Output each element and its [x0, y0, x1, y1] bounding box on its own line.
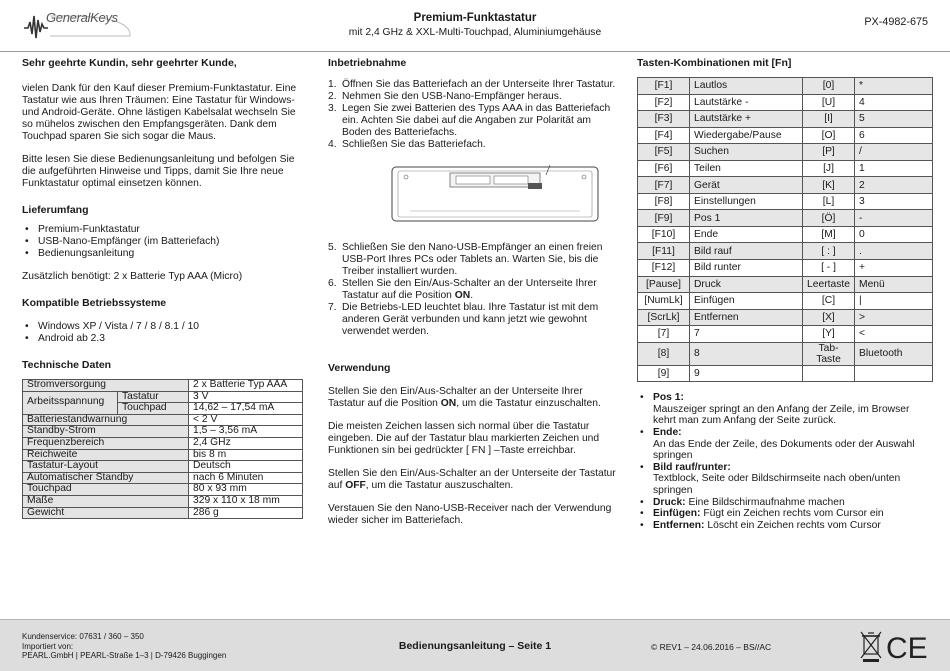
table-row [638, 309, 933, 326]
table-cell: 2,4 GHz [189, 437, 303, 449]
table-cell: 4 [855, 94, 933, 111]
table-cell: 0 [855, 226, 933, 243]
table-cell: 1 [855, 160, 933, 177]
table-row [638, 78, 933, 95]
table-cell: [8] [638, 342, 690, 365]
usage-heading: Verwendung [328, 362, 391, 374]
list-item: 2. Nehmen Sie den USB-Nano-Empfänger heraus. [328, 91, 562, 102]
table-cell: < [855, 326, 933, 343]
table-cell: Frequenzbereich [23, 437, 189, 449]
table-cell: [K] [803, 177, 855, 194]
table-row [638, 365, 933, 382]
table-cell: [ScrLk] [638, 309, 690, 326]
table-cell: [F4] [638, 127, 690, 144]
setup-steps [328, 79, 618, 151]
table-cell: [U] [803, 94, 855, 111]
table-cell: Stromversorgung [23, 380, 189, 392]
ce-mark-icon: CE [886, 632, 928, 664]
table-row [638, 94, 933, 111]
list-item: • Bild rauf/runter: Textblock, Seite oder Bildschirmseite nach oben/unten springen [637, 462, 933, 497]
table-row [23, 495, 303, 507]
table-cell: 14,62 – 17,54 mA [189, 403, 303, 415]
table-cell: Bild rauf [690, 243, 803, 260]
table-cell: 286 g [189, 507, 303, 519]
table-cell: [ - ] [803, 260, 855, 277]
list-item: • Premium-Funktastatur [22, 224, 308, 236]
fn-key-table-body [638, 78, 933, 382]
table-row [23, 414, 303, 426]
table-cell: Tastatur [118, 391, 189, 403]
list-item: 3. Legen Sie zwei Batterien des Typs AAA in das Batteriefach ein. Achten Sie dabei auf die Angaben zur Polarität am Boden des Batteriefachs. [328, 103, 611, 138]
table-cell: 7 [690, 326, 803, 343]
table-cell: [L] [803, 193, 855, 210]
greeting-heading: Sehr geehrte Kundin, sehr geehrter Kunde, [22, 57, 237, 69]
table-row [638, 226, 933, 243]
table-row [23, 449, 303, 461]
table-cell: Lautlos [690, 78, 803, 95]
table-row [638, 177, 933, 194]
table-cell: Bild runter [690, 260, 803, 277]
tech-table [22, 379, 303, 519]
table-cell: [F11] [638, 243, 690, 260]
table-row [638, 260, 933, 277]
table-cell: [ : ] [803, 243, 855, 260]
table-cell: [F12] [638, 260, 690, 277]
keyboard-underside-figure [390, 161, 600, 225]
table-row [23, 391, 303, 403]
table-cell: Wiedergabe/Pause [690, 127, 803, 144]
os-list [22, 321, 308, 345]
table-row [23, 426, 303, 438]
list-item: • Pos 1: Mauszeiger springt an den Anfang der Zeile, im Browser kehrt man zum Anfang der Seite zurück. [637, 392, 933, 427]
table-cell: [F8] [638, 193, 690, 210]
table-cell: [Ö] [803, 210, 855, 227]
table-cell: Teilen [690, 160, 803, 177]
table-cell: Tab-Taste [803, 342, 855, 365]
table-cell: < 2 V [189, 414, 303, 426]
table-cell: 2 x Batterie Typ AAA [189, 380, 303, 392]
table-cell: 3 V [189, 391, 303, 403]
fn-heading: Tasten-Kombinationen mit [Fn] [637, 57, 792, 69]
table-cell: Tastatur-Layout [23, 461, 189, 473]
article-number: PX-4982-675 [864, 16, 928, 28]
table-cell: Gerät [690, 177, 803, 194]
table-cell: [F7] [638, 177, 690, 194]
table-row [638, 160, 933, 177]
table-cell: 2 [855, 177, 933, 194]
page-header [0, 0, 950, 52]
table-row [638, 243, 933, 260]
table-row [638, 326, 933, 343]
table-cell: [F3] [638, 111, 690, 128]
table-row [638, 127, 933, 144]
table-cell: Arbeitsspannung [23, 391, 118, 414]
table-cell: [F5] [638, 144, 690, 161]
list-item: 5. Schließen Sie den Nano-USB-Empfänger an einen freien USB-Port Ihres PCs oder Tablets an. Warten Sie, bis die Treiber installiert wurden. [328, 242, 603, 277]
column-left [22, 57, 308, 519]
table-cell: [M] [803, 226, 855, 243]
table-cell: Lautstärke - [690, 94, 803, 111]
table-cell: Lautstärke + [690, 111, 803, 128]
table-cell [803, 365, 855, 382]
table-cell: Automatischer Standby [23, 472, 189, 484]
table-cell: Standby-Strom [23, 426, 189, 438]
page-number: Bedienungsanleitung – Seite 1 [398, 640, 552, 652]
setup-heading: Inbetriebnahme [328, 57, 407, 69]
table-cell: . [855, 243, 933, 260]
table-row [638, 210, 933, 227]
table-cell: [NumLk] [638, 293, 690, 310]
table-cell: [F10] [638, 226, 690, 243]
table-cell: nach 6 Minuten [189, 472, 303, 484]
table-cell: Gewicht [23, 507, 189, 519]
importer-label: Importiert von: [22, 641, 74, 651]
customer-service: Kundenservice: 07631 / 360 – 350 [22, 632, 144, 641]
table-cell: [Y] [803, 326, 855, 343]
table-cell: Maße [23, 495, 189, 507]
table-cell: Batteriestandwarnung [23, 414, 189, 426]
table-cell: Reichweite [23, 449, 189, 461]
table-cell: [O] [803, 127, 855, 144]
table-cell: [F2] [638, 94, 690, 111]
scope-heading: Lieferumfang [22, 204, 89, 216]
revision-info: © REV1 – 24.06.2016 – BS//AC [651, 642, 772, 652]
table-cell: / [855, 144, 933, 161]
list-item: • USB-Nano-Empfänger (im Batteriefach) [22, 236, 308, 248]
table-cell: [7] [638, 326, 690, 343]
importer-address: PEARL.GmbH | PEARL-Straße 1–3 | D-79426 Buggingen [22, 651, 227, 661]
page-footer [0, 619, 950, 671]
table-cell: Menü [855, 276, 933, 293]
table-cell: Suchen [690, 144, 803, 161]
table-row [638, 111, 933, 128]
usage-paragraph: Verstauen Sie den Nano-USB-Receiver nach der Verwendung wieder sicher im Batteriefach. [328, 503, 612, 526]
table-cell [855, 365, 933, 382]
table-cell: Deutsch [189, 461, 303, 473]
page-title: Premium-Funktastatur [413, 12, 537, 24]
table-row [23, 437, 303, 449]
table-cell: Entfernen [690, 309, 803, 326]
brand-name: GeneralKeys [46, 10, 118, 25]
crossed-out-bin-icon [861, 632, 881, 662]
table-cell: 1,5 – 3,56 mA [189, 426, 303, 438]
table-cell: [J] [803, 160, 855, 177]
column-middle [328, 57, 618, 538]
table-cell: [C] [803, 293, 855, 310]
table-cell: 80 x 93 mm [189, 484, 303, 496]
table-cell: [F9] [638, 210, 690, 227]
list-item: • Bedienungsanleitung [22, 248, 308, 260]
table-row [23, 461, 303, 473]
table-row [638, 193, 933, 210]
usage-paragraph: Stellen Sie den Ein/Aus-Schalter an der Unterseite Ihrer Tastatur auf die Position ON, um die Tastatur einzuschalten. [328, 386, 601, 409]
list-item: 6. Stellen Sie den Ein/Aus-Schalter an der Unterseite Ihrer Tastatur auf die Position ON. [328, 278, 597, 301]
table-cell: > [855, 309, 933, 326]
list-item: • Windows XP / Vista / 7 / 8 / 8.1 / 10 [22, 321, 308, 333]
table-cell: Touchpad [23, 484, 189, 496]
table-row [23, 507, 303, 519]
tech-heading: Technische Daten [22, 359, 112, 371]
table-row [638, 276, 933, 293]
fn-key-table [637, 77, 933, 382]
table-cell: Ende [690, 226, 803, 243]
table-cell: 3 [855, 193, 933, 210]
table-cell: 9 [690, 365, 803, 382]
table-cell: Druck [690, 276, 803, 293]
fn-notes-list [637, 392, 933, 531]
table-cell: [Pause] [638, 276, 690, 293]
table-cell: Touchpad [118, 403, 189, 415]
table-cell: * [855, 78, 933, 95]
table-row [638, 342, 933, 365]
list-item: • Ende: An das Ende der Zeile, des Dokuments oder der Auswahl springen [637, 427, 933, 462]
table-cell: - [855, 210, 933, 227]
page-subtitle: mit 2,4 GHz & XXL-Multi-Touchpad, Aluminiumgehäuse [348, 27, 602, 38]
os-heading: Kompatible Betriebssysteme [22, 297, 167, 309]
list-item: 1. Öffnen Sie das Batteriefach an der Unterseite Ihrer Tastatur. [328, 79, 616, 90]
table-cell: [0] [803, 78, 855, 95]
list-item: 4. Schließen Sie das Batteriefach. [328, 139, 486, 150]
table-cell: [X] [803, 309, 855, 326]
list-item: • Android ab 2.3 [22, 333, 308, 345]
table-cell: [F1] [638, 78, 690, 95]
intro-paragraph-2: Bitte lesen Sie diese Bedienungsanleitung und befolgen Sie die aufgeführten Hinweise und Tipps, damit Sie Ihre neue Funktastatur optimal einsetzen können. [22, 154, 295, 189]
intro-paragraph: vielen Dank für den Kauf dieser Premium-Funktastatur. Eine Tastatur wie aus Ihren Träumen: Eine Tastatur für Windows- und Android-Geräte. Ohne lästigen Kabelsalat wechseln Sie so mühelos zwischen den Empfangsgeräten. Dank dem Touchpad sparen Sie sich sogar die Maus. [22, 83, 297, 142]
setup-steps-continued [328, 242, 618, 338]
scope-extra: Zusätzlich benötigt: 2 x Batterie Typ AAA (Micro) [22, 271, 243, 282]
table-cell: 6 [855, 127, 933, 144]
table-cell: Einstellungen [690, 193, 803, 210]
table-cell: Pos 1 [690, 210, 803, 227]
table-cell: 8 [690, 342, 803, 365]
table-row [23, 472, 303, 484]
usage-paragraph: Die meisten Zeichen lassen sich normal über die Tastatur eingeben. Die auf der Tastatur blau markierten Zeichen und Funktionen sin bei gedrückter [ FN ] –Taste erreichbar. [328, 421, 600, 456]
usage-paragraph: Stellen Sie den Ein/Aus-Schalter an der Unterseite der Tastatur auf OFF, um die Tastatur auszuschalten. [328, 468, 616, 491]
scope-list [22, 224, 308, 260]
list-item: • Druck: Eine Bildschirmaufnahme machen [637, 497, 933, 509]
table-cell: bis 8 m [189, 449, 303, 461]
table-row [638, 144, 933, 161]
column-right [637, 57, 933, 542]
table-cell: [9] [638, 365, 690, 382]
list-item: • Entfernen: Löscht ein Zeichen rechts vom Cursor [637, 520, 933, 532]
table-cell: Bluetooth [855, 342, 933, 365]
table-cell: [P] [803, 144, 855, 161]
table-cell: Leertaste [803, 276, 855, 293]
table-cell: 329 x 110 x 18 mm [189, 495, 303, 507]
table-cell: | [855, 293, 933, 310]
table-cell: [F6] [638, 160, 690, 177]
table-cell: Einfügen [690, 293, 803, 310]
table-row [23, 484, 303, 496]
tech-table-body [23, 414, 303, 518]
list-item: 7. Die Betriebs-LED leuchtet blau. Ihre Tastatur ist mit dem anderen Gerät verbunden und kann jetzt wie gewohnt verwendet werden. [328, 302, 599, 337]
table-cell: [I] [803, 111, 855, 128]
table-row [638, 293, 933, 310]
table-row [23, 380, 303, 392]
table-cell: + [855, 260, 933, 277]
table-cell: 5 [855, 111, 933, 128]
list-item: • Einfügen: Fügt ein Zeichen rechts vom Cursor ein [637, 508, 933, 520]
compliance-marks [860, 628, 932, 664]
